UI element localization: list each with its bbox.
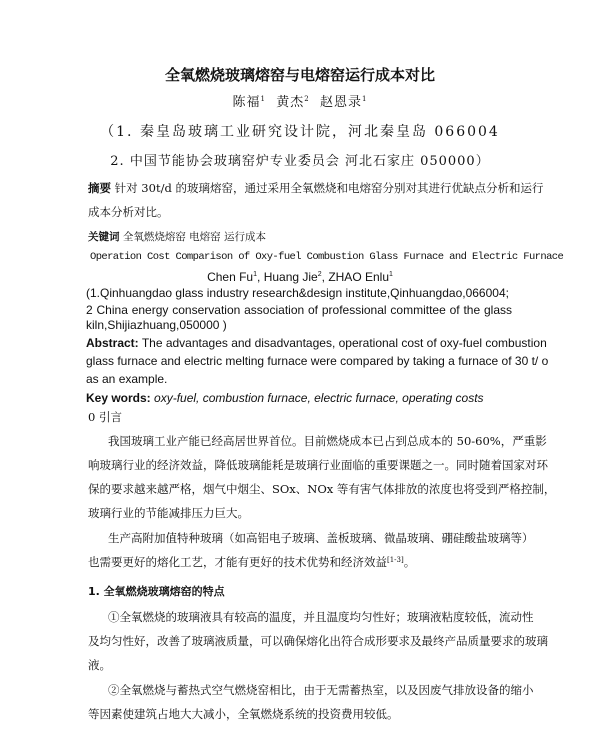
author: 陈福 <box>232 95 261 110</box>
citation: [1-3] <box>387 556 404 564</box>
author-sup: 1 <box>389 271 393 278</box>
paragraph-line: 及均匀性好，改善了玻璃液质量，可以确保熔化出符合成形要求及最终产品质量要求的玻璃 <box>88 634 548 648</box>
text: 全氧燃烧熔窑 电熔窑 运行成本 <box>122 231 267 243</box>
paragraph-line: 等因素使建筑占地大大减小，全氧燃烧系统的投资费用较低。 <box>88 707 399 721</box>
paragraph-line: 玻璃行业的节能减排压力巨大。 <box>88 506 249 520</box>
paragraph-line: 我国玻璃工业产能已经高居世界首位。目前燃烧成本已占到总成本的 50-60%，严重影 <box>108 434 547 448</box>
author: Chen Fu <box>207 270 254 284</box>
authors-cn <box>0 96 600 109</box>
author: Huang Jie <box>263 270 318 284</box>
author-sup: 1 <box>253 271 258 278</box>
text: The advantages and disadvantages, operational cost of oxy-fuel combustion <box>141 336 547 350</box>
author-sup: 2 <box>304 95 310 103</box>
keywords-cn-label: 关键词 <box>88 231 120 243</box>
abstract-en-line <box>86 336 547 350</box>
affiliation-en-3: kiln,Shijiazhuang,050000 ) <box>86 318 227 332</box>
author: ZHAO Enlu <box>328 270 389 284</box>
affiliation-cn-1: （1. 秦皇岛玻璃工业研究设计院，河北秦皇岛 066004 <box>100 124 500 140</box>
abstract-en-label: Abstract: <box>86 336 139 350</box>
affiliation-cn-2: 2. 中国节能协会玻璃窑炉专业委员会 河北石家庄 050000） <box>110 154 490 169</box>
paragraph-line <box>88 557 415 569</box>
author: 赵恩录 <box>320 95 363 110</box>
keywords-cn <box>88 232 266 243</box>
paragraph-line: ②全氧燃烧与蓄热式空气燃烧窑相比，由于无需蓄热室，以及因废气排放设备的缩小 <box>108 683 534 697</box>
author-sup: 2 <box>317 271 322 278</box>
abstract-en-line: as an example. <box>86 372 168 386</box>
paragraph-line: ①全氧燃烧的玻璃液具有较高的温度，并且温度均匀性好；玻璃液粘度较低，流动性 <box>108 610 534 624</box>
paragraph-line: 液。 <box>88 658 111 672</box>
author: 黄杰 <box>276 95 305 110</box>
section-0-heading: 0 引言 <box>88 410 122 424</box>
text: oxy-fuel, combustion furnace, electric furnace, operating costs <box>154 391 484 405</box>
affiliation-en-2: 2 China energy conservation association of professional committee of the glass <box>86 303 512 317</box>
abstract-cn-line <box>88 181 544 195</box>
author-sup: 1 <box>260 95 266 103</box>
text: 针对 30t/d 的玻璃熔窑，通过采用全氧燃烧和电熔窑分别对其进行优缺点分析和运行 <box>114 181 544 195</box>
abstract-en-line: glass furnace and electric melting furnace were compared by taking a furnace of 30 t/ o <box>86 354 549 368</box>
abstract-cn-label: 摘要 <box>88 181 111 195</box>
affiliation-en-1: (1.Qinhuangdao glass industry research&design institute,Qinhuangdao,066004; <box>86 286 509 300</box>
paper-title: 全氧燃烧玻璃熔窑与电熔窑运行成本对比 <box>164 66 435 84</box>
keywords-en-label: Key words: <box>86 391 151 405</box>
text: 。 <box>403 555 416 569</box>
paragraph-line: 响玻璃行业的经济效益，降低玻璃能耗是玻璃行业面临的重要课题之一。同时随着国家对环 <box>88 458 548 472</box>
paragraph-line: 生产高附加值特种玻璃（如高铝电子玻璃、盖板玻璃、微晶玻璃、硼硅酸盐玻璃等） <box>108 531 534 545</box>
authors-en: Chen Fu$^1$, Huang Jie$^2$, ZHAO Enlu$^1$ <box>207 270 393 284</box>
title-en: Operation Cost Comparison of Oxy-fuel Combustion Glass Furnace and Electric Furnace <box>90 251 564 263</box>
author-sup: 1 <box>362 95 368 103</box>
text: 也需要更好的熔化工艺，才能有更好的技术优势和经济效益 <box>88 555 387 569</box>
section-1-heading: 1. 全氧燃烧玻璃熔窑的特点 <box>88 585 225 598</box>
paragraph-line: 保的要求越来越严格，烟气中烟尘、SOx、NOx 等有害气体排放的浓度也将受到严格控制， <box>88 482 556 496</box>
keywords-en <box>86 392 484 404</box>
abstract-cn-line: 成本分析对比。 <box>88 205 169 219</box>
